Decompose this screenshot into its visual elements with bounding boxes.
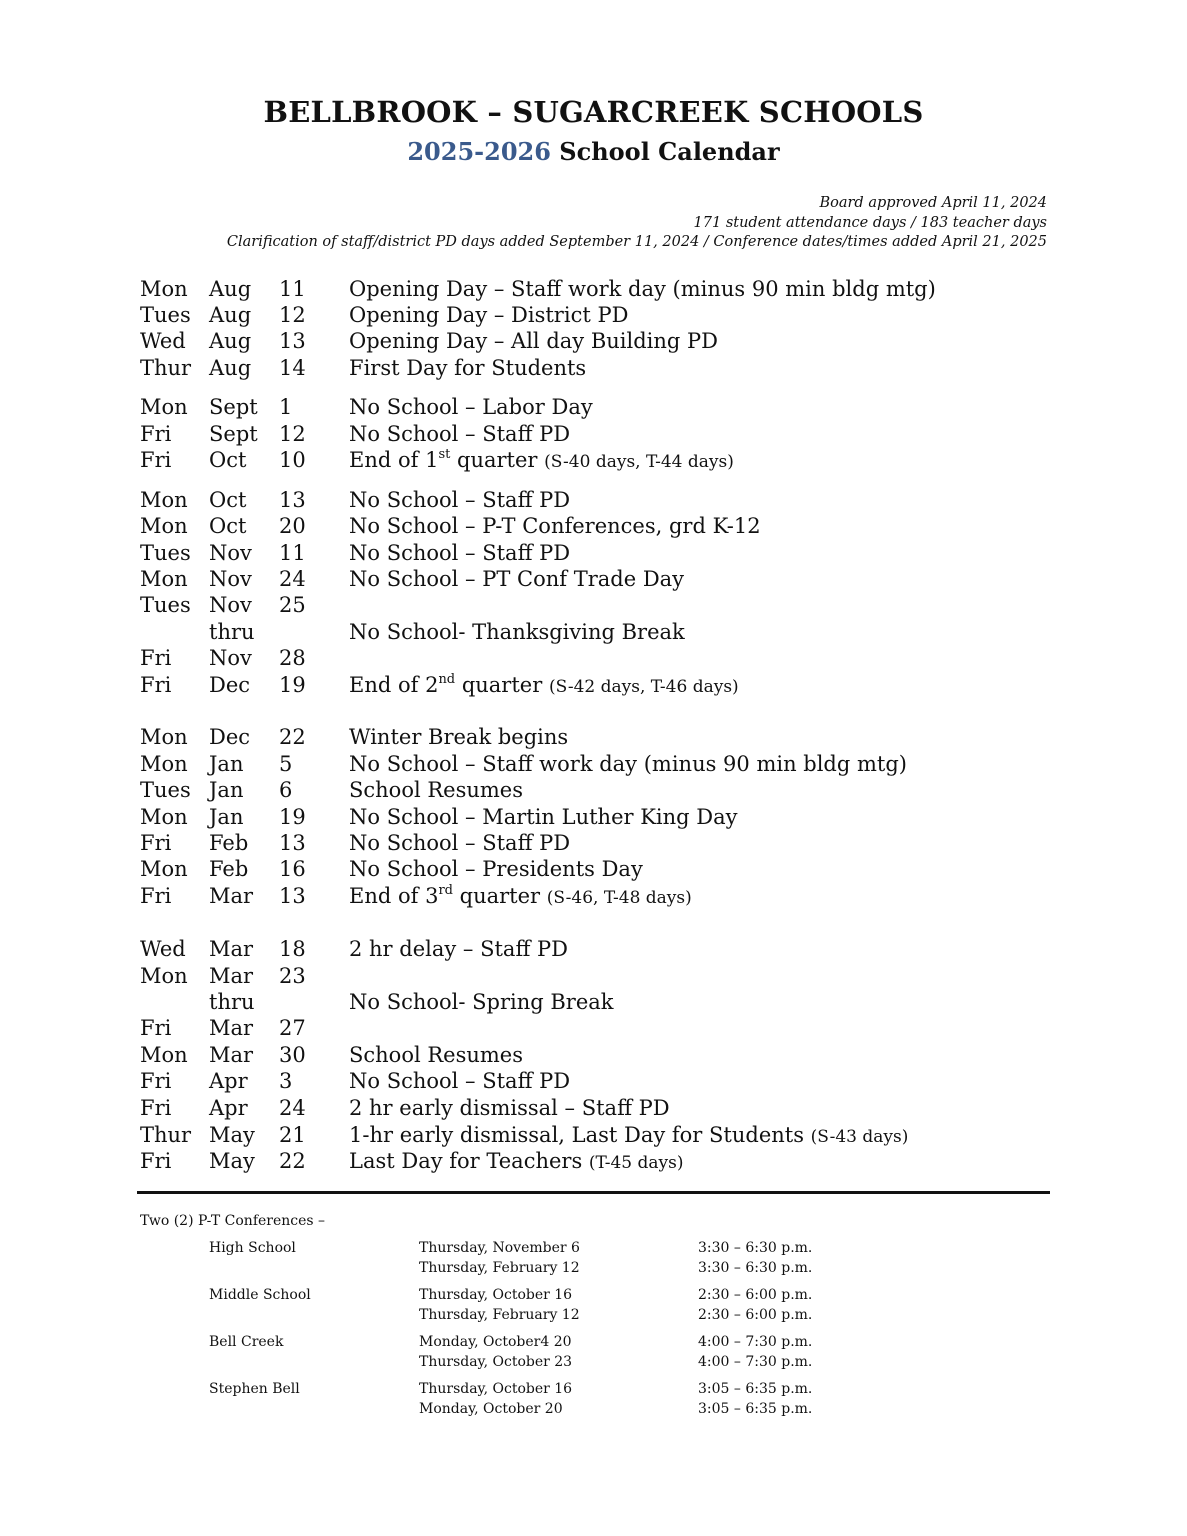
event-month: Mar (209, 964, 254, 988)
event-date: 13 (279, 329, 306, 353)
event-text: First Day for Students (349, 356, 587, 380)
event-date: 14 (279, 356, 306, 380)
event-date: 12 (279, 303, 306, 327)
event-description (349, 804, 737, 830)
event-text-cont: quarter (450, 448, 545, 472)
event-description (349, 540, 570, 566)
event-weekday: Mon (140, 1043, 188, 1067)
event-month: Oct (209, 514, 247, 538)
conference-date: Thursday, February 12 (419, 1260, 580, 1276)
page-title: BELLBROOK – SUGARCREEK SCHOOLS (263, 95, 924, 129)
event-description (349, 989, 614, 1015)
event-text: No School – Staff PD (349, 831, 571, 855)
event-month: Nov (209, 541, 252, 565)
conference-time: 2:30 – 6:00 p.m. (698, 1307, 813, 1323)
event-description (349, 328, 718, 354)
event-date: 3 (279, 1069, 293, 1093)
event-month: May (209, 1123, 255, 1147)
event-text-cont: quarter (455, 673, 549, 697)
event-weekday: Mon (140, 488, 188, 512)
conference-time: 2:30 – 6:00 p.m. (698, 1287, 813, 1303)
event-description (349, 672, 739, 700)
event-weekday: Mon (140, 395, 188, 419)
conference-date: Thursday, October 23 (419, 1354, 573, 1370)
event-description (349, 751, 907, 777)
event-text: No School – PT Conf Trade Day (349, 567, 685, 591)
event-month: Dec (209, 673, 251, 697)
event-month: thru (209, 990, 255, 1014)
event-date: 19 (279, 805, 306, 829)
event-date: 22 (279, 725, 306, 749)
event-text: No School – Staff PD (349, 1069, 571, 1093)
event-date: 30 (279, 1043, 306, 1067)
event-month: Mar (209, 1043, 254, 1067)
event-description (349, 394, 593, 420)
event-month: Nov (209, 593, 252, 617)
event-description (349, 1122, 908, 1150)
event-date: 13 (279, 488, 306, 512)
event-text: End of 2 (349, 673, 439, 697)
event-text: Winter Break begins (349, 725, 569, 749)
event-month: Aug (209, 277, 252, 301)
event-description (349, 1042, 523, 1068)
event-weekday: Mon (140, 725, 188, 749)
event-date: 6 (279, 778, 293, 802)
conference-time: 3:30 – 6:30 p.m. (698, 1240, 813, 1256)
event-description (349, 619, 685, 645)
event-month: May (209, 1149, 255, 1173)
event-weekday: Thur (140, 1123, 192, 1147)
event-month: Aug (209, 356, 252, 380)
event-text: No School- Thanksgiving Break (349, 620, 685, 644)
event-date: 13 (279, 831, 306, 855)
event-text: 1-hr early dismissal, Last Day for Students (349, 1123, 811, 1147)
event-weekday: Wed (140, 329, 186, 353)
event-date: 1 (279, 395, 293, 419)
event-month: thru (209, 620, 255, 644)
event-description (349, 447, 734, 475)
event-month: Jan (209, 778, 244, 802)
event-date: 24 (279, 1096, 306, 1120)
day-count-note: (S-46, T-48 days) (546, 888, 692, 908)
event-weekday: Tues (140, 593, 191, 617)
conference-time: 3:30 – 6:30 p.m. (698, 1260, 813, 1276)
event-description (349, 1068, 570, 1094)
event-weekday: Fri (140, 884, 172, 908)
event-text: No School – Staff PD (349, 422, 571, 446)
event-text: No School – P-T Conferences, grd K-12 (349, 514, 761, 538)
event-weekday: Thur (140, 356, 192, 380)
event-weekday: Fri (140, 448, 172, 472)
conference-date: Thursday, October 16 (419, 1287, 573, 1303)
conference-date: Thursday, October 16 (419, 1381, 573, 1397)
event-month: Oct (209, 448, 247, 472)
event-weekday: Fri (140, 646, 172, 670)
event-month: Sept (209, 422, 258, 446)
event-month: Mar (209, 884, 254, 908)
event-description (349, 302, 628, 328)
event-weekday: Tues (140, 541, 191, 565)
conference-school: Bell Creek (209, 1334, 284, 1350)
event-month: Feb (209, 831, 249, 855)
event-description (349, 777, 523, 803)
event-date: 18 (279, 937, 306, 961)
event-weekday: Mon (140, 805, 188, 829)
event-month: Dec (209, 725, 251, 749)
event-weekday: Mon (140, 964, 188, 988)
event-date: 13 (279, 884, 306, 908)
event-text: Opening Day – Staff work day (minus 90 min bldg mtg) (349, 277, 936, 301)
event-date: 12 (279, 422, 306, 446)
event-date: 5 (279, 752, 293, 776)
event-text: 2 hr delay – Staff PD (349, 937, 569, 961)
conference-date: Monday, October4 20 (419, 1334, 572, 1350)
event-text: No School- Spring Break (349, 990, 614, 1014)
event-text: School Resumes (349, 1043, 524, 1067)
event-weekday: Tues (140, 778, 191, 802)
clarification-note: Clarification of staff/district PD days added September 11, 2024 / Conference dates/times added April 21, 2025 (226, 234, 1047, 250)
event-month: Oct (209, 488, 247, 512)
event-description (349, 883, 692, 911)
day-count-note: (T-45 days) (588, 1153, 684, 1173)
conference-time: 4:00 – 7:30 p.m. (698, 1354, 813, 1370)
event-description (349, 355, 586, 381)
event-weekday: Fri (140, 1096, 172, 1120)
event-weekday: Fri (140, 831, 172, 855)
event-date: 27 (279, 1016, 306, 1040)
event-weekday: Fri (140, 1016, 172, 1040)
event-text: End of 3 (349, 884, 439, 908)
event-description (349, 1095, 670, 1121)
event-description (349, 487, 570, 513)
day-count-note: (S-42 days, T-46 days) (548, 677, 739, 697)
event-month: Feb (209, 857, 249, 881)
event-description (349, 936, 568, 962)
event-date: 25 (279, 593, 306, 617)
event-text: Opening Day – District PD (349, 303, 629, 327)
event-weekday: Wed (140, 937, 186, 961)
event-weekday: Tues (140, 303, 191, 327)
event-description (349, 513, 761, 539)
event-date: 11 (279, 541, 306, 565)
event-weekday: Fri (140, 1149, 172, 1173)
event-text: No School – Labor Day (349, 395, 593, 419)
event-weekday: Fri (140, 422, 172, 446)
conference-date: Monday, October 20 (419, 1401, 563, 1417)
event-month: Mar (209, 937, 254, 961)
event-date: 23 (279, 964, 306, 988)
event-weekday: Mon (140, 752, 188, 776)
event-weekday: Mon (140, 514, 188, 538)
event-date: 10 (279, 448, 306, 472)
subtitle-text: School Calendar (559, 137, 780, 166)
event-text: 2 hr early dismissal – Staff PD (349, 1096, 670, 1120)
event-date: 24 (279, 567, 306, 591)
event-date: 16 (279, 857, 306, 881)
event-date: 20 (279, 514, 306, 538)
event-text: No School – Staff PD (349, 541, 571, 565)
event-text: No School – Staff work day (minus 90 min bldg mtg) (349, 752, 907, 776)
event-description (349, 421, 570, 447)
event-description (349, 566, 684, 592)
ordinal-suffix: nd (438, 672, 456, 687)
conference-date: Thursday, February 12 (419, 1307, 580, 1323)
event-month: Apr (209, 1069, 248, 1093)
page-subtitle (0, 137, 1187, 166)
event-date: 21 (279, 1123, 306, 1147)
school-year: 2025-2026 (407, 137, 551, 166)
event-description (349, 830, 570, 856)
event-month: Jan (209, 752, 244, 776)
conference-time: 3:05 – 6:35 p.m. (698, 1401, 813, 1417)
event-month: Nov (209, 567, 252, 591)
event-text: End of 1 (349, 448, 439, 472)
event-month: Sept (209, 395, 258, 419)
conferences-heading: Two (2) P-T Conferences – (140, 1213, 326, 1229)
event-text: School Resumes (349, 778, 524, 802)
event-month: Aug (209, 329, 252, 353)
event-description (349, 276, 936, 302)
ordinal-suffix: st (438, 447, 451, 462)
event-text: Opening Day – All day Building PD (349, 329, 718, 353)
conference-school: Stephen Bell (209, 1381, 300, 1397)
section-divider (137, 1191, 1050, 1194)
event-month: Apr (209, 1096, 248, 1120)
event-text-cont: quarter (452, 884, 547, 908)
event-weekday: Fri (140, 1069, 172, 1093)
conference-date: Thursday, November 6 (419, 1240, 580, 1256)
event-date: 19 (279, 673, 306, 697)
event-weekday: Fri (140, 673, 172, 697)
conference-time: 4:00 – 7:30 p.m. (698, 1334, 813, 1350)
event-month: Mar (209, 1016, 254, 1040)
event-date: 11 (279, 277, 306, 301)
event-description (349, 724, 568, 750)
ordinal-suffix: rd (438, 883, 453, 898)
conference-school: High School (209, 1240, 296, 1256)
event-weekday: Mon (140, 277, 188, 301)
event-weekday: Mon (140, 857, 188, 881)
conference-time: 3:05 – 6:35 p.m. (698, 1381, 813, 1397)
event-date: 28 (279, 646, 306, 670)
event-text: No School – Staff PD (349, 488, 571, 512)
event-date: 22 (279, 1149, 306, 1173)
conference-school: Middle School (209, 1287, 311, 1303)
event-text: Last Day for Teachers (349, 1149, 589, 1173)
day-count-note: (S-40 days, T-44 days) (544, 452, 734, 472)
event-description (349, 1148, 683, 1176)
day-count-note: (S-43 days) (810, 1127, 909, 1147)
event-text: No School – Martin Luther King Day (349, 805, 738, 829)
event-month: Nov (209, 646, 252, 670)
event-month: Jan (209, 805, 244, 829)
event-text: No School – Presidents Day (349, 857, 643, 881)
event-description (349, 856, 643, 882)
approval-note: Board approved April 11, 2024 (819, 195, 1047, 211)
days-note: 171 student attendance days / 183 teacher days (693, 215, 1047, 231)
event-weekday: Mon (140, 567, 188, 591)
event-month: Aug (209, 303, 252, 327)
